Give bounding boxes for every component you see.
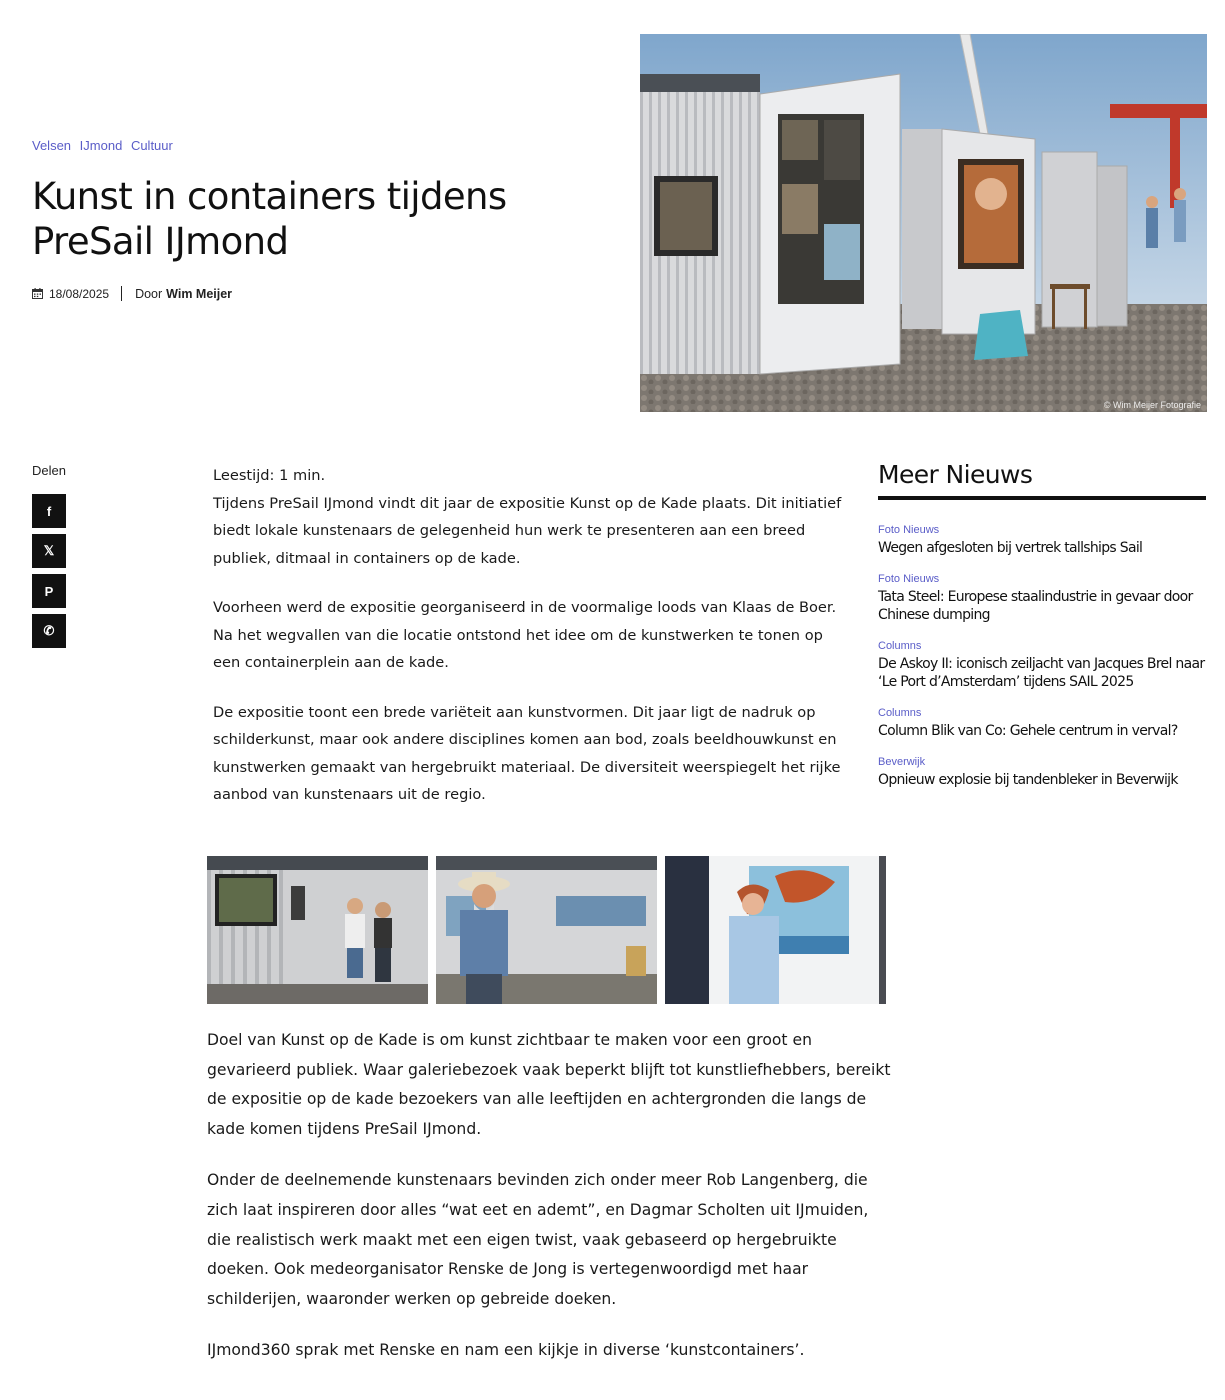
article-body (207, 1026, 897, 1388)
news-item-category[interactable]: Beverwijk (878, 756, 926, 768)
photo-credit: © Wim Meijer Fotografie (1103, 400, 1201, 410)
article-paragraph: Doel van Kunst op de Kade is om kunst zichtbaar te maken voor een groot en gevarieerd publiek. Waar galeriebezoek vaak beperkt blijft tot kunstliefhebbers, bereikt de expositie op de kade bezoekers van alle leeftijden en achtergronden die langs de kade komen tijdens PreSail IJmond. (207, 1031, 891, 1138)
sidebar-title-underline (878, 496, 1206, 500)
facebook-icon: f (46, 503, 52, 519)
hero-image (640, 34, 1207, 412)
article-intro (213, 462, 843, 831)
article-paragraph: IJmond360 sprak met Renske en nam een kijkje in diverse ‘kunstcontainers’. (207, 1341, 805, 1360)
share-pinterest-button[interactable] (32, 574, 66, 608)
whatsapp-icon: ✆ (43, 623, 55, 638)
news-item-category[interactable]: Foto Nieuws (878, 524, 940, 536)
gallery-image[interactable] (207, 856, 428, 1004)
news-item[interactable] (878, 707, 1206, 740)
share-facebook-button[interactable] (32, 494, 66, 528)
share-x-button[interactable] (32, 534, 66, 568)
news-item[interactable] (878, 573, 1206, 624)
article-meta (32, 286, 232, 301)
article-paragraph: Onder de deelnemende kunstenaars bevinden zich onder meer Rob Langenberg, die zich laat inspireren door alles “wat eet en ademt”, en Dagmar Scholten uit IJmuiden, die realistisch werk maakt met een eigen twist, vaak gebaseerd op hergebruikte doeken. Ook medeorganisator Renske de Jong is vertegenwoordigd met haar schilderijen, waaronder werken op gebreide doeken. (207, 1171, 869, 1308)
gallery-image[interactable] (665, 856, 886, 1004)
share-buttons (32, 494, 66, 654)
meta-divider (121, 286, 122, 301)
category-links (32, 138, 178, 153)
article-title: Kunst in containers tijdens PreSail IJmond (32, 175, 507, 263)
calendar-icon (32, 288, 43, 299)
news-item[interactable] (878, 640, 1206, 691)
gallery-image[interactable] (436, 856, 657, 1004)
photo-gallery (207, 856, 887, 1004)
reading-time: Leestijd: 1 min. (213, 467, 326, 484)
news-item-headline[interactable]: Column Blik van Co: Gehele centrum in verval? (878, 723, 1178, 739)
sidebar-title: Meer Nieuws (878, 460, 1033, 489)
news-item-headline[interactable]: Tata Steel: Europese staalindustrie in gevaar door Chinese dumping (878, 589, 1193, 623)
x-icon: 𝕏 (43, 543, 55, 558)
news-item-headline[interactable]: Wegen afgesloten bij vertrek tallships Sail (878, 540, 1143, 556)
category-link-ijmond[interactable]: IJmond (79, 138, 123, 153)
news-item-category[interactable]: Foto Nieuws (878, 573, 940, 585)
share-label: Delen (32, 463, 66, 478)
news-item[interactable] (878, 756, 1206, 789)
author-link[interactable]: Wim Meijer (166, 286, 233, 301)
news-item-headline[interactable]: De Askoy II: iconisch zeiljacht van Jacques Brel naar ‘Le Port d’Amsterdam’ tijdens SAIL 2025 (878, 656, 1205, 690)
more-news-sidebar (878, 458, 1206, 805)
article-date: 18/08/2025 (49, 286, 110, 301)
pinterest-icon: P (44, 583, 54, 599)
news-item-category[interactable]: Columns (878, 707, 922, 719)
by-label: Door (135, 286, 163, 301)
article-paragraph: Voorheen werd de expositie georganiseerd in de voormalige loods van Klaas de Boer. Na het wegvallen van die locatie ontstond het idee om de kunstwerken te tonen op een containerplein aan de kade. (213, 599, 837, 671)
category-link-velsen[interactable]: Velsen (32, 138, 72, 153)
news-item[interactable] (878, 524, 1206, 557)
share-whatsapp-button[interactable] (32, 614, 66, 648)
article-paragraph: De expositie toont een brede variëteit aan kunstvormen. Dit jaar ligt de nadruk op schilderkunst, maar ook andere disciplines komen aan bod, zoals beeldhouwkunst en kunstwerken gemaakt van hergebruikt materiaal. De diversiteit weerspiegelt het rijke aanbod van kunstenaars uit de regio. (213, 703, 841, 803)
news-item-headline[interactable]: Opnieuw explosie bij tandenbleker in Beverwijk (878, 772, 1178, 788)
category-link-cultuur[interactable]: Cultuur (130, 138, 173, 153)
article-paragraph: Tijdens PreSail IJmond vindt dit jaar de expositie Kunst op de Kade plaats. Dit initiatief biedt lokale kunstenaars de gelegenheid hun werk te presenteren aan een breed publiek, ditmaal in containers op de kade. (213, 494, 842, 567)
news-item-category[interactable]: Columns (878, 640, 922, 652)
